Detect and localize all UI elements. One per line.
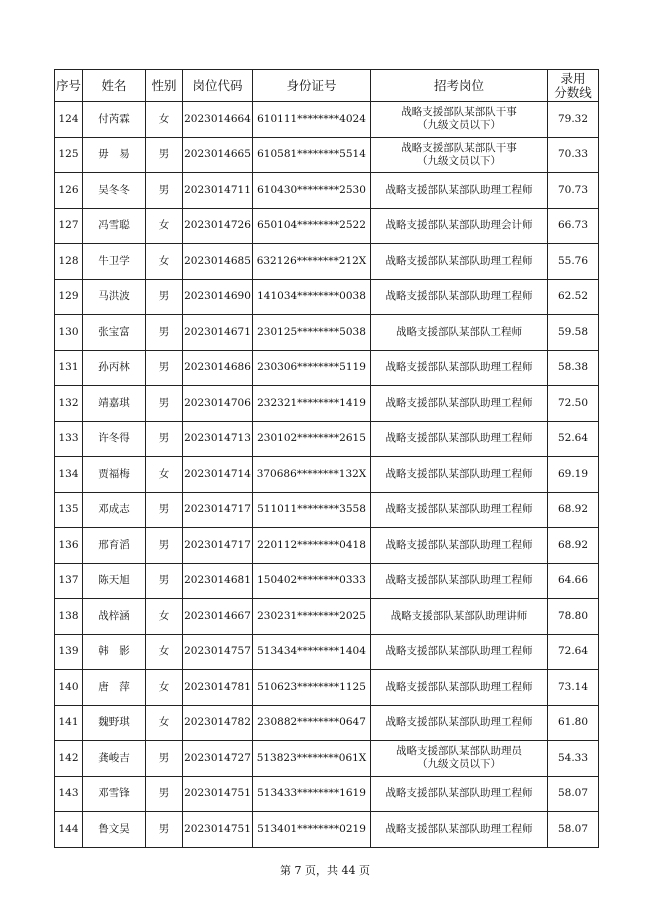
position-grade: （九级文员以下） xyxy=(417,758,501,771)
cell-no: 127 xyxy=(55,208,83,244)
cell-post-code: 2023014665 xyxy=(183,137,253,173)
cell-no: 132 xyxy=(55,386,83,422)
table-row xyxy=(55,457,599,493)
cell-name: 战梓涵 xyxy=(83,599,146,635)
table-row xyxy=(55,173,599,209)
cell-post-code: 2023014751 xyxy=(183,812,253,848)
cell-name: 牛卫学 xyxy=(83,244,146,280)
cell-gender: 男 xyxy=(146,386,183,422)
cell-id-number: 513434********1404 xyxy=(253,634,371,670)
cell-id-number: 230125********5038 xyxy=(253,315,371,351)
cell-score: 69.19 xyxy=(548,457,599,493)
position-title: 战略支援部队某部队干事 xyxy=(401,106,517,119)
cell-no: 133 xyxy=(55,421,83,457)
cell-gender: 女 xyxy=(146,208,183,244)
cell-id-number: 370686********132X xyxy=(253,457,371,493)
cell-name: 靖嘉琪 xyxy=(83,386,146,422)
position-grade: （九级文员以下） xyxy=(417,119,501,132)
position-title: 战略支援部队某部队助理工程师 xyxy=(385,361,533,374)
cell-post-code: 2023014717 xyxy=(183,528,253,564)
cell-gender: 男 xyxy=(146,421,183,457)
cell-gender: 男 xyxy=(146,350,183,386)
cell-gender: 男 xyxy=(146,315,183,351)
position-title: 战略支援部队某部队助理讲师 xyxy=(390,609,528,622)
cell-position xyxy=(371,208,548,244)
cell-name: 韩 影 xyxy=(83,634,146,670)
cell-position xyxy=(371,705,548,741)
cell-position xyxy=(371,812,548,848)
position-title: 战略支援部队某部队助理工程师 xyxy=(385,645,533,658)
cell-gender: 女 xyxy=(146,457,183,493)
cell-position xyxy=(371,421,548,457)
cell-id-number: 513433********1619 xyxy=(253,776,371,812)
cell-position xyxy=(371,741,548,777)
cell-position xyxy=(371,279,548,315)
position-title: 战略支援部队某部队助理工程师 xyxy=(385,538,533,551)
table-row xyxy=(55,102,599,138)
cell-id-number: 230102********2615 xyxy=(253,421,371,457)
cell-no: 142 xyxy=(55,741,83,777)
cell-gender: 女 xyxy=(146,705,183,741)
cell-score: 59.58 xyxy=(548,315,599,351)
table-row xyxy=(55,315,599,351)
cell-gender: 男 xyxy=(146,563,183,599)
cell-score: 78.80 xyxy=(548,599,599,635)
cell-post-code: 2023014781 xyxy=(183,670,253,706)
cell-gender: 男 xyxy=(146,173,183,209)
cell-name: 孙丙林 xyxy=(83,350,146,386)
table-row xyxy=(55,705,599,741)
cell-no: 128 xyxy=(55,244,83,280)
cell-id-number: 511011********3558 xyxy=(253,492,371,528)
cell-id-number: 230231********2025 xyxy=(253,599,371,635)
cell-gender: 男 xyxy=(146,137,183,173)
position-title: 战略支援部队某部队助理工程师 xyxy=(385,822,533,835)
cell-name: 张宝富 xyxy=(83,315,146,351)
cell-position xyxy=(371,315,548,351)
position-title: 战略支援部队某部队助理工程师 xyxy=(385,254,533,267)
cell-position xyxy=(371,350,548,386)
cell-score: 55.76 xyxy=(548,244,599,280)
cell-no: 130 xyxy=(55,315,83,351)
cell-position xyxy=(371,776,548,812)
cell-position xyxy=(371,457,548,493)
cell-id-number: 232321********1419 xyxy=(253,386,371,422)
cell-position xyxy=(371,386,548,422)
table-row xyxy=(55,492,599,528)
cell-post-code: 2023014706 xyxy=(183,386,253,422)
cell-name: 贾福梅 xyxy=(83,457,146,493)
cell-name: 邓雪锋 xyxy=(83,776,146,812)
cell-name: 邢育滔 xyxy=(83,528,146,564)
table-row xyxy=(55,670,599,706)
cell-id-number: 632126********212X xyxy=(253,244,371,280)
cell-gender: 男 xyxy=(146,776,183,812)
cell-name: 唐 萍 xyxy=(83,670,146,706)
cell-score: 70.33 xyxy=(548,137,599,173)
cell-id-number: 650104********2522 xyxy=(253,208,371,244)
position-title: 战略支援部队某部队助理工程师 xyxy=(385,574,533,587)
cell-name: 邓成志 xyxy=(83,492,146,528)
position-title: 战略支援部队某部队助理工程师 xyxy=(385,716,533,729)
cell-post-code: 2023014690 xyxy=(183,279,253,315)
cell-name: 付芮霖 xyxy=(83,102,146,138)
cell-id-number: 513823********061X xyxy=(253,741,371,777)
page-footer: 第 7 页，共 44 页 xyxy=(280,864,370,877)
cell-id-number: 510623********1125 xyxy=(253,670,371,706)
cell-name: 龚峻吉 xyxy=(83,741,146,777)
cell-position xyxy=(371,528,548,564)
cell-name: 冯雪聪 xyxy=(83,208,146,244)
cell-name: 毋 易 xyxy=(83,137,146,173)
cell-post-code: 2023014686 xyxy=(183,350,253,386)
table-row xyxy=(55,776,599,812)
cell-name: 吴冬冬 xyxy=(83,173,146,209)
header-score xyxy=(548,70,599,102)
cell-name: 马洪波 xyxy=(83,279,146,315)
table-row xyxy=(55,244,599,280)
cell-score: 72.64 xyxy=(548,634,599,670)
cell-no: 136 xyxy=(55,528,83,564)
cell-no: 131 xyxy=(55,350,83,386)
position-title: 战略支援部队某部队助理会计师 xyxy=(385,219,533,232)
cell-gender: 女 xyxy=(146,599,183,635)
table-row xyxy=(55,599,599,635)
cell-gender: 女 xyxy=(146,634,183,670)
cell-no: 135 xyxy=(55,492,83,528)
cell-post-code: 2023014664 xyxy=(183,102,253,138)
table-row xyxy=(55,563,599,599)
cell-gender: 女 xyxy=(146,244,183,280)
cell-id-number: 150402********0333 xyxy=(253,563,371,599)
cell-id-number: 610111********4024 xyxy=(253,102,371,138)
cell-gender: 男 xyxy=(146,279,183,315)
header-position: 招考岗位 xyxy=(371,70,548,102)
header-score-line1: 录用 xyxy=(560,70,586,86)
cell-score: 66.73 xyxy=(548,208,599,244)
cell-no: 124 xyxy=(55,102,83,138)
cell-id-number: 230306********5119 xyxy=(253,350,371,386)
cell-post-code: 2023014714 xyxy=(183,457,253,493)
cell-position xyxy=(371,173,548,209)
header-no: 序号 xyxy=(55,70,83,102)
position-title: 战略支援部队某部队工程师 xyxy=(396,325,522,338)
cell-position xyxy=(371,634,548,670)
cell-post-code: 2023014667 xyxy=(183,599,253,635)
cell-position xyxy=(371,102,548,138)
cell-score: 58.07 xyxy=(548,812,599,848)
cell-no: 141 xyxy=(55,705,83,741)
cell-post-code: 2023014671 xyxy=(183,315,253,351)
cell-score: 68.92 xyxy=(548,492,599,528)
table-row xyxy=(55,386,599,422)
table-row xyxy=(55,350,599,386)
cell-score: 64.66 xyxy=(548,563,599,599)
table-row xyxy=(55,421,599,457)
cell-no: 139 xyxy=(55,634,83,670)
cell-score: 62.52 xyxy=(548,279,599,315)
cell-score: 58.07 xyxy=(548,776,599,812)
cell-score: 52.64 xyxy=(548,421,599,457)
cell-post-code: 2023014717 xyxy=(183,492,253,528)
cell-post-code: 2023014751 xyxy=(183,776,253,812)
position-title: 战略支援部队某部队助理工程师 xyxy=(385,290,533,303)
table-row xyxy=(55,741,599,777)
cell-gender: 男 xyxy=(146,528,183,564)
header-name: 姓名 xyxy=(83,70,146,102)
cell-score: 79.32 xyxy=(548,102,599,138)
cell-name: 许冬得 xyxy=(83,421,146,457)
cell-gender: 男 xyxy=(146,741,183,777)
cell-post-code: 2023014711 xyxy=(183,173,253,209)
position-title: 战略支援部队某部队助理工程师 xyxy=(385,680,533,693)
position-title: 战略支援部队某部队助理工程师 xyxy=(385,787,533,800)
cell-score: 54.33 xyxy=(548,741,599,777)
cell-post-code: 2023014727 xyxy=(183,741,253,777)
cell-no: 129 xyxy=(55,279,83,315)
position-title: 战略支援部队某部队助理工程师 xyxy=(385,503,533,516)
cell-gender: 男 xyxy=(146,812,183,848)
position-title: 战略支援部队某部队干事 xyxy=(401,141,517,154)
cell-gender: 男 xyxy=(146,492,183,528)
cell-id-number: 220112********0418 xyxy=(253,528,371,564)
cell-post-code: 2023014782 xyxy=(183,705,253,741)
cell-score: 70.73 xyxy=(548,173,599,209)
header-post-code: 岗位代码 xyxy=(183,70,253,102)
cell-position xyxy=(371,670,548,706)
position-title: 战略支援部队某部队助理工程师 xyxy=(385,467,533,480)
cell-position xyxy=(371,244,548,280)
cell-position xyxy=(371,599,548,635)
position-title: 战略支援部队某部队助理员 xyxy=(396,745,522,758)
cell-score: 61.80 xyxy=(548,705,599,741)
cell-score: 58.38 xyxy=(548,350,599,386)
cell-gender: 女 xyxy=(146,670,183,706)
cell-no: 144 xyxy=(55,812,83,848)
cell-score: 72.50 xyxy=(548,386,599,422)
cell-no: 134 xyxy=(55,457,83,493)
cell-no: 143 xyxy=(55,776,83,812)
cell-gender: 女 xyxy=(146,102,183,138)
cell-post-code: 2023014757 xyxy=(183,634,253,670)
table-body xyxy=(55,102,599,848)
table-row xyxy=(55,634,599,670)
cell-id-number: 230882********0647 xyxy=(253,705,371,741)
table-row xyxy=(55,208,599,244)
cell-position xyxy=(371,563,548,599)
cell-no: 137 xyxy=(55,563,83,599)
table-row xyxy=(55,528,599,564)
cell-post-code: 2023014713 xyxy=(183,421,253,457)
header-score-line2: 分数线 xyxy=(554,84,592,100)
cell-no: 126 xyxy=(55,173,83,209)
cell-id-number: 513401********0219 xyxy=(253,812,371,848)
cell-position xyxy=(371,492,548,528)
position-grade: （九级文员以下） xyxy=(417,154,501,167)
cell-no: 138 xyxy=(55,599,83,635)
header-id-number: 身份证号 xyxy=(253,70,371,102)
cell-post-code: 2023014685 xyxy=(183,244,253,280)
cell-score: 73.14 xyxy=(548,670,599,706)
cell-score: 68.92 xyxy=(548,528,599,564)
cell-name: 陈天旭 xyxy=(83,563,146,599)
header-row xyxy=(55,70,599,102)
header-gender: 性别 xyxy=(146,70,183,102)
table-row xyxy=(55,812,599,848)
cell-post-code: 2023014726 xyxy=(183,208,253,244)
table-row xyxy=(55,279,599,315)
cell-no: 140 xyxy=(55,670,83,706)
cell-id-number: 141034********0038 xyxy=(253,279,371,315)
position-title: 战略支援部队某部队助理工程师 xyxy=(385,396,533,409)
table-row xyxy=(55,137,599,173)
cell-no: 125 xyxy=(55,137,83,173)
cell-name: 魏野琪 xyxy=(83,705,146,741)
cell-position xyxy=(371,137,548,173)
position-title: 战略支援部队某部队助理工程师 xyxy=(385,432,533,445)
cell-post-code: 2023014681 xyxy=(183,563,253,599)
cell-id-number: 610430********2530 xyxy=(253,173,371,209)
admission-table xyxy=(54,69,599,848)
position-title: 战略支援部队某部队助理工程师 xyxy=(385,183,533,196)
cell-name: 鲁文昊 xyxy=(83,812,146,848)
cell-id-number: 610581********5514 xyxy=(253,137,371,173)
